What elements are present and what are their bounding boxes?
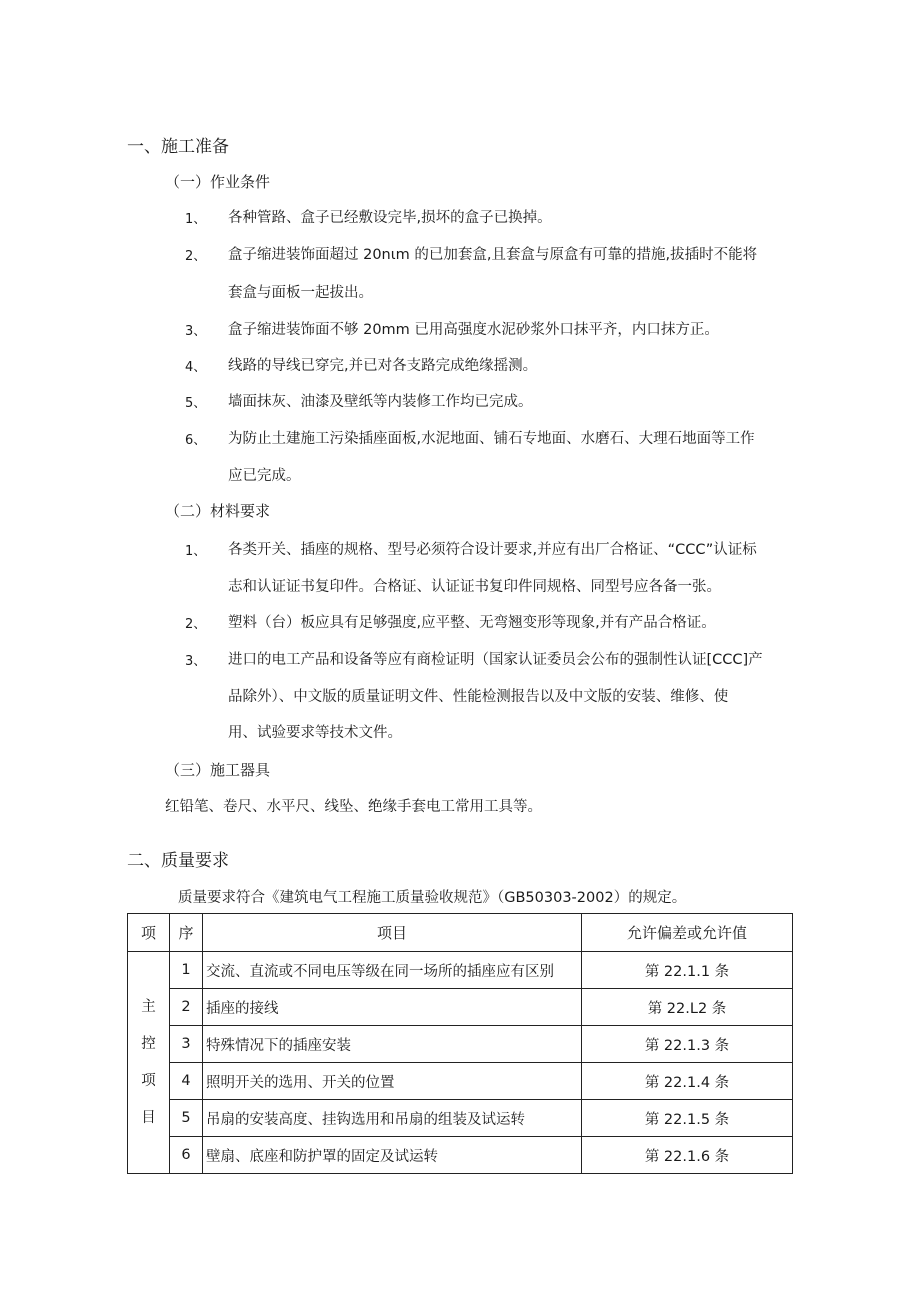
row-seq: 5: [170, 1100, 203, 1137]
subsection-3-title: （三）施工器具: [165, 761, 271, 779]
table-row: [128, 1026, 793, 1063]
row-item: 壁扇、底座和防护罩的固定及试运转: [203, 1137, 582, 1174]
table-row: [128, 1063, 793, 1100]
subsection-2-title: （二）材料要求: [165, 502, 271, 520]
list-item-line: 志和认证证书复印件。合格证、认证证书复印件同规格、同型号应各备一张。: [228, 579, 721, 595]
subsection-1-title: （一）作业条件: [165, 173, 271, 191]
row-item: 照明开关的选用、开关的位置: [203, 1063, 582, 1100]
group-label-char: 项: [141, 1072, 156, 1089]
list-item-line: 品除外）、中文版的质量证明文件、性能检测报告以及中文版的安装、维修、使: [228, 689, 729, 705]
table-row: [128, 952, 793, 989]
list-item-line: 盒子缩进装饰面超过 20nιm 的已加套盒,且套盒与原盒有可靠的措施,拔插时不能将: [228, 247, 758, 263]
header-allowance: 允许偏差或允许值: [582, 914, 793, 952]
list-item-line: 塑料（台）板应具有足够强度,应平整、无弯翘变形等现象,并有产品合格证。: [228, 615, 716, 631]
header-category: 项: [128, 914, 170, 952]
row-item: 交流、直流或不同电压等级在同一场所的插座应有区别: [203, 952, 582, 989]
row-seq: 2: [170, 989, 203, 1026]
list-item-line: 线路的导线已穿完,并已对各支路完成绝缘摇测。: [228, 358, 538, 374]
table-header-row: [128, 914, 793, 952]
list-item-line: 套盒与面板一起拔出。: [228, 285, 373, 301]
group-label: [128, 952, 170, 1174]
row-allowance: 第 22.L2 条: [582, 989, 793, 1026]
list-item-line: 进口的电工产品和设备等应有商检证明（国家认证委员会公布的强制性认证[CCC]产: [228, 652, 763, 668]
list-item-line: 盒子缩进装饰面不够 20mm 已用高强度水泥砂浆外口抹平齐，内口抹方正。: [228, 322, 719, 338]
group-label-char: 控: [141, 1035, 156, 1052]
list-item-line: 应已完成。: [228, 468, 301, 484]
group-label-char: 主: [141, 998, 156, 1015]
list-item-line: 各类开关、插座的规格、型号必须符合设计要求,并应有出厂合格证、“CCC”认证标: [228, 542, 757, 558]
list-item-number: 3、: [185, 654, 207, 669]
header-item: 项目: [203, 914, 582, 952]
row-allowance: 第 22.1.1 条: [582, 952, 793, 989]
row-item: 特殊情况下的插座安装: [203, 1026, 582, 1063]
header-seq: 序: [170, 914, 203, 952]
quality-intro: 质量要求符合《建筑电气工程施工质量验收规范》（GB50303-2002）的规定。: [178, 890, 687, 906]
row-item: 插座的接线: [203, 989, 582, 1026]
list-item-number: 2、: [185, 249, 207, 264]
row-allowance: 第 22.1.5 条: [582, 1100, 793, 1137]
section-2-title: 二、质量要求: [127, 851, 229, 871]
list-item-number: 6、: [185, 433, 207, 448]
row-seq: 1: [170, 952, 203, 989]
quality-table: [127, 913, 793, 1174]
row-seq: 3: [170, 1026, 203, 1063]
section-1-title: 一、施工准备: [127, 137, 229, 157]
table-row: [128, 1137, 793, 1174]
row-item: 吊扇的安装高度、挂钩选用和吊扇的组装及试运转: [203, 1100, 582, 1137]
list-item-line: 各种管路、盒子已经敷设完毕,损坏的盒子已换掉。: [228, 210, 552, 226]
row-allowance: 第 22.1.3 条: [582, 1026, 793, 1063]
row-allowance: 第 22.1.4 条: [582, 1063, 793, 1100]
list-item-number: 3、: [185, 324, 207, 339]
list-item-line: 为防止土建施工污染插座面板,水泥地面、铺石专地面、水磨石、大理石地面等工作: [228, 431, 755, 447]
list-item-number: 1、: [185, 544, 207, 559]
table-row: [128, 1100, 793, 1137]
group-label-char: 目: [141, 1109, 156, 1126]
table-row: [128, 989, 793, 1026]
list-item-line: 用、试验要求等技术文件。: [228, 725, 402, 741]
list-item-number: 4、: [185, 360, 207, 375]
list-item-number: 2、: [185, 617, 207, 632]
list-item-number: 1、: [185, 212, 207, 227]
list-item-line: 墙面抹灰、油漆及壁纸等内装修工作均已完成。: [228, 394, 533, 410]
row-allowance: 第 22.1.6 条: [582, 1137, 793, 1174]
list-item-number: 5、: [185, 396, 207, 411]
tools-text: 红铅笔、卷尺、水平尺、线坠、绝缘手套电工常用工具等。: [165, 799, 542, 815]
row-seq: 6: [170, 1137, 203, 1174]
row-seq: 4: [170, 1063, 203, 1100]
